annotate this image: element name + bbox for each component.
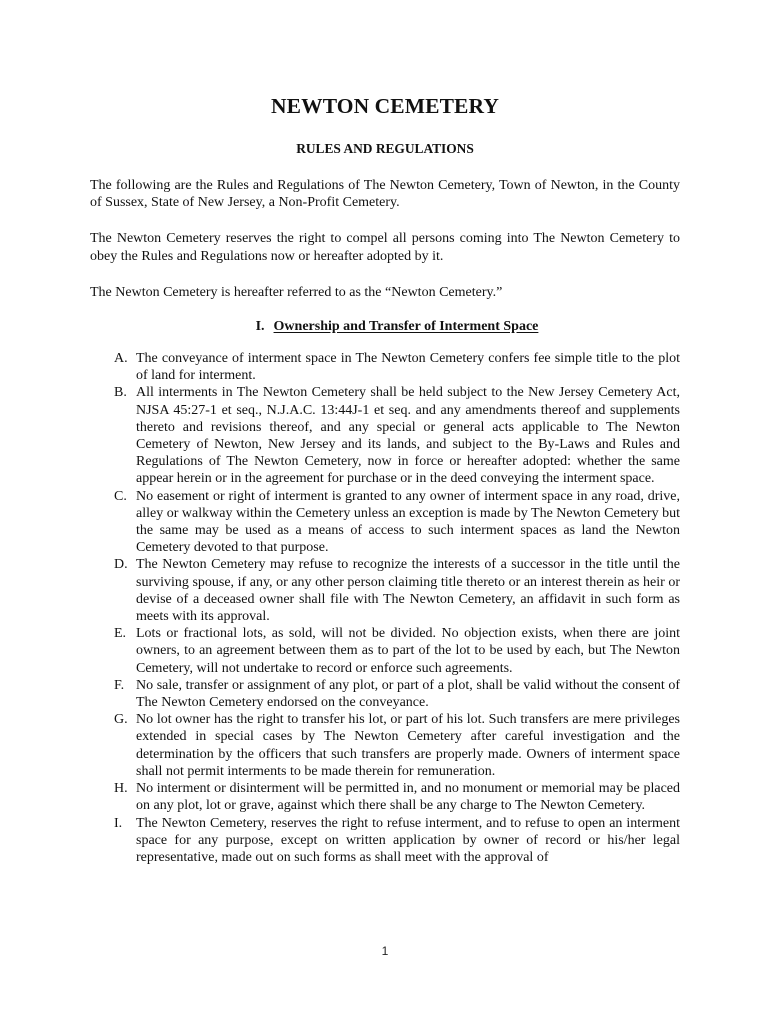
rule-text: No easement or right of interment is granted to any owner of interment space in any road, drive, alley or walkway within the Cemetery unless an exception is made by The Newton Cemetery but the same may be used as a means of access to such interment spaces as land the Newton Cemetery devoted to that purpose. — [136, 488, 680, 556]
rule-item — [90, 711, 680, 780]
rules-list — [90, 350, 680, 866]
document-subtitle: RULES AND REGULATIONS — [296, 141, 474, 156]
rule-text: The conveyance of interment space in The Newton Cemetery confers fee simple title to the plot of land for interment. — [136, 351, 680, 384]
rule-text: All interments in The Newton Cemetery shall be held subject to the New Jersey Cemetery Act, NJSA 45:27-1 et seq., N.J.A.C. 13:44J-1 et seq. and any amendments thereof and supplements thereto and revisions thereof, and any special or general acts applicable to The Newton Cemetery of Newton, New Jersey and its lands, and subject to the By-Laws and Rules and Regulations of The Newton Cemetery, now in force or hereafter adopted: whether the same appear herein or in the agreement for purchase or in the deed conveying the interment space. — [136, 385, 680, 487]
rule-item — [90, 488, 680, 557]
rule-item — [90, 350, 680, 384]
rule-marker: F. — [114, 677, 125, 693]
rule-text: No lot owner has the right to transfer his lot, or part of his lot. Such transfers are mere privileges extended in special cases by The Newton Cemetery after careful investigation and the determination by the officers that such transfers are properly made. Owners of interment space shall not permit interments to be made therein for remuneration. — [136, 712, 680, 779]
section-title: Ownership and Transfer of Interment Space — [273, 319, 539, 335]
definition-paragraph: The Newton Cemetery is hereafter referred to as the “Newton Cemetery.” — [90, 284, 503, 300]
rule-marker: D. — [114, 557, 128, 573]
rule-item — [90, 384, 680, 487]
rule-marker: C. — [114, 488, 127, 504]
rule-marker: H. — [114, 781, 128, 797]
compliance-paragraph: The Newton Cemetery reserves the right to compel all persons coming into The Newton Cemetery to obey the Rules and Regulations now or hereafter adopted by it. — [90, 231, 680, 264]
section-number: I. — [255, 319, 265, 335]
rule-marker: A. — [114, 351, 128, 367]
rule-text: No interment or disinterment will be permitted in, and no monument or memorial may be placed on any plot, lot or grave, against which there shall be any charge to The Newton Cemetery. — [136, 781, 680, 814]
rule-marker: E. — [114, 626, 127, 642]
rule-item — [90, 677, 680, 711]
page-number: 1 — [381, 944, 389, 958]
rule-item — [90, 780, 680, 814]
rule-marker: B. — [114, 385, 127, 401]
document-page — [90, 92, 680, 866]
intro-paragraph: The following are the Rules and Regulations of The Newton Cemetery, Town of Newton, in the County of Sussex, State of New Jersey, a Non-Profit Cemetery. — [90, 178, 680, 211]
rule-item — [90, 556, 680, 625]
rule-text: The Newton Cemetery, reserves the right to refuse interment, and to refuse to open an interment space for any purpose, except on written application by owner of record or his/her legal representative, made out on such forms as shall meet with the approval of — [136, 815, 680, 865]
section-heading — [90, 318, 680, 335]
rule-text: No sale, transfer or assignment of any plot, or part of a plot, shall be valid without the consent of The Newton Cemetery endorsed on the conveyance. — [136, 677, 680, 711]
rule-item — [90, 815, 680, 867]
rule-marker: I. — [114, 815, 123, 831]
document-title: NEWTON CEMETERY — [271, 94, 499, 118]
rule-text: Lots or fractional lots, as sold, will not be divided. No objection exists, when there are joint owners, to an agreement between them as to part of the lot to be used by each, but The Newton Cemetery, will not undertake to record or enforce such agreements. — [136, 626, 680, 676]
rule-item — [90, 625, 680, 677]
rule-marker: G. — [114, 712, 128, 728]
rule-text: The Newton Cemetery may refuse to recognize the interests of a successor in the title until the surviving spouse, if any, or any other person claiming title thereto or an interest therein as heir or devise of a deceased owner shall file with The Newton Cemetery, an affidavit in such form as meets with its approval. — [136, 557, 680, 625]
